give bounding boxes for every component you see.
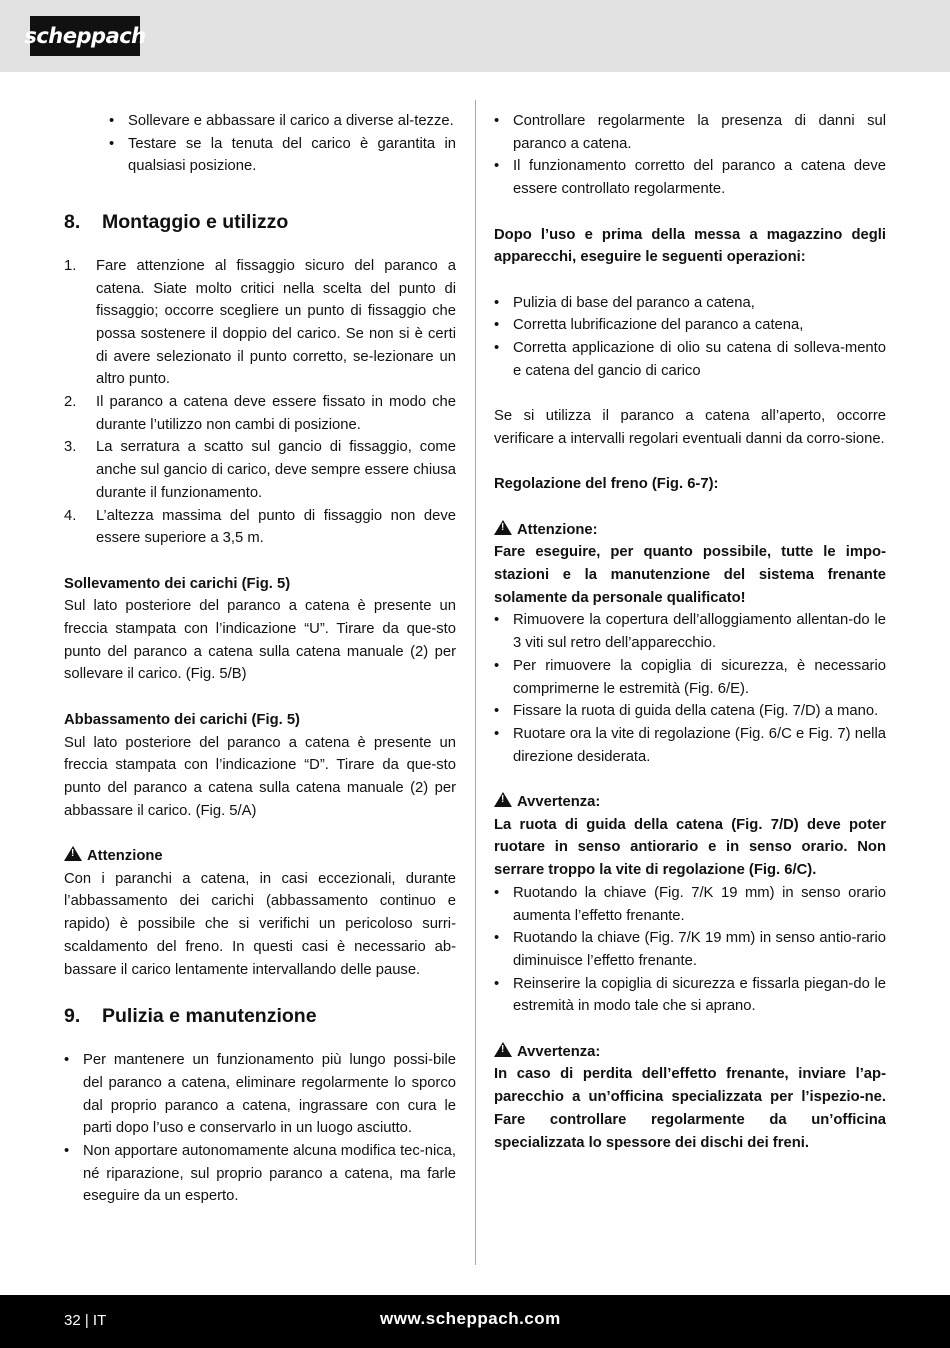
warning-triangle-icon xyxy=(494,792,512,807)
warning-heading: !Avvertenza: xyxy=(494,1041,886,1064)
left-column xyxy=(64,110,456,1208)
warning-triangle-icon xyxy=(64,846,82,861)
page-footer xyxy=(0,1295,950,1348)
section-title: Pulizia e manutenzione xyxy=(102,1005,317,1028)
scheppach-logo: scheppach xyxy=(30,16,140,56)
list-item: • Controllare regolarmente la presenza di danni sul paranco a catena. xyxy=(494,110,886,155)
page-header xyxy=(0,0,950,72)
list-item: • Corretta applicazione di olio su catena di solleva-mento e catena del gancio di carico xyxy=(494,337,886,382)
attention-text: Fare eseguire, per quanto possibile, tutte le impo-stazioni e la manutenzione del sistema frenante solamente da personale qualificato! xyxy=(494,544,886,606)
attention-text: Con i paranchi a catena, in casi eccezionali, durante l’abbassamento dei carichi (abbassamento continuo e rapido) è possibile che si verifichi un pericoloso surri-scaldamento del freno. In questi casi è necessario ab-bassare il carico lentamente intervallando delle pause. xyxy=(64,870,456,978)
website-link[interactable]: www.scheppach.com xyxy=(380,1309,561,1328)
lifting-text: Sul lato posteriore del paranco a catena è presente un freccia stampata con l’indicazione “U”. Tirare da que-sto punto del paranco a catena sulla catena manuale (2) per sollevare il carico. (Fig. 5/B) xyxy=(64,598,456,683)
list-item: • Per rimuovere la copiglia di sicurezza, è necessario comprimerne le estremità (Fig. 6/E). xyxy=(494,655,886,700)
lifting-heading: Sollevamento dei carichi (Fig. 5) xyxy=(64,575,291,592)
right-column xyxy=(494,110,886,1154)
section-title: Montaggio e utilizzo xyxy=(102,210,289,233)
numbered-item: 4. L’altezza massima del punto di fissaggio non deve essere superiore a 3,5 m. xyxy=(64,507,456,547)
outdoor-text: Se si utilizza il paranco a catena all’aperto, occorre verificare a intervalli regolari eventuali danni da corro-sione. xyxy=(494,408,886,447)
warning-heading: !Avvertenza: xyxy=(494,791,886,814)
warning-triangle-icon xyxy=(494,520,512,535)
list-item: • Reinserire la copiglia di sicurezza e fissarla piegan-do le estremità in modo tale che si aprano. xyxy=(494,973,886,1018)
section-8-heading xyxy=(64,209,456,235)
attention-heading: !Attenzione: xyxy=(494,519,886,542)
attention-heading: !Attenzione xyxy=(64,845,456,868)
section-number: 9. xyxy=(64,1005,81,1028)
list-item: • Testare se la tenuta del carico è garantita in qualsiasi posizione. xyxy=(64,133,456,178)
warning-text: In caso di perdita dell’effetto frenante, inviare l’ap-parecchio a un’officina specializzata per l’ispezio-ne. Fare controllare regolarmente da un’officina specializzata lo spessore dei dischi dei freni. xyxy=(494,1066,886,1151)
list-item: • Non apportare autonomamente alcuna modifica tec-nica, né riparazione, sul proprio paranco a catena, ma farle eseguire da un esperto. xyxy=(64,1140,456,1208)
lowering-heading: Abbassamento dei carichi (Fig. 5) xyxy=(64,711,300,728)
list-item: • Rimuovere la copertura dell’alloggiamento allentan-do le 3 viti sul retro dell’apparecchio. xyxy=(494,609,886,654)
list-item: • Il funzionamento corretto del paranco a catena deve essere controllato regolarmente. xyxy=(494,155,886,200)
section-9-heading xyxy=(64,1003,456,1029)
warning-text: La ruota di guida della catena (Fig. 7/D) deve poter ruotare in senso antiorario e in senso orario. Non serrare troppo la vite di regolazione (Fig. 6/C). xyxy=(494,816,886,879)
section-number: 8. xyxy=(64,210,81,233)
lowering-text: Sul lato posteriore del paranco a catena è presente un freccia stampata con l’indicazione “D”. Tirare da que-sto punto del paranco a catena sulla catena manuale (2) per abbassare il carico. (Fig. 5/A) xyxy=(64,734,456,819)
list-item: • Ruotare ora la vite di regolazione (Fig. 6/C e Fig. 7) nella direzione desiderata. xyxy=(494,723,886,768)
numbered-item: 2. Il paranco a catena deve essere fissato in modo che durante l’utilizzo non cambi di posizione. xyxy=(64,394,456,433)
list-item: • Per mantenere un funzionamento più lungo possi-bile del paranco a catena, eliminare regolarmente lo sporco dal proprio paranco a catena, ingrassare con cura le parti dopo l’uso e conservarlo in un luogo asciutto. xyxy=(64,1049,456,1140)
list-item: • Sollevare e abbassare il carico a diverse al-tezze. xyxy=(64,110,456,133)
brake-heading: Regolazione del freno (Fig. 6-7): xyxy=(494,476,719,493)
numbered-item: 1. Fare attenzione al fissaggio sicuro del paranco a catena. Siate molto critici nella scelta del punto di fissaggio; occorre scegliere un punto di fissaggio che possa sostenere il doppio del carico. Se non si è certi di avere selezionato il punto corretto, se-lezionare un altro punto. xyxy=(64,257,456,388)
column-divider xyxy=(475,100,476,1265)
warning-triangle-icon xyxy=(494,1042,512,1057)
page-number: 32 | IT xyxy=(64,1312,107,1329)
list-item: • Ruotando la chiave (Fig. 7/K 19 mm) in senso orario aumenta l’effetto frenante. xyxy=(494,882,886,927)
list-item: • Pulizia di base del paranco a catena, xyxy=(494,292,886,315)
numbered-item: 3. La serratura a scatto sul gancio di fissaggio, come anche sul gancio di carico, deve sempre essere chiusa durante il funzionamento. xyxy=(64,439,456,501)
list-item: • Corretta lubrificazione del paranco a catena, xyxy=(494,314,886,337)
list-item: • Ruotando la chiave (Fig. 7/K 19 mm) in senso antio-rario diminuisce l’effetto frenante. xyxy=(494,927,886,972)
list-item: • Fissare la ruota di guida della catena (Fig. 7/D) a mano. xyxy=(494,700,886,723)
storage-heading: Dopo l’uso e prima della messa a magazzino degli apparecchi, eseguire le seguenti operazioni: xyxy=(494,226,886,266)
